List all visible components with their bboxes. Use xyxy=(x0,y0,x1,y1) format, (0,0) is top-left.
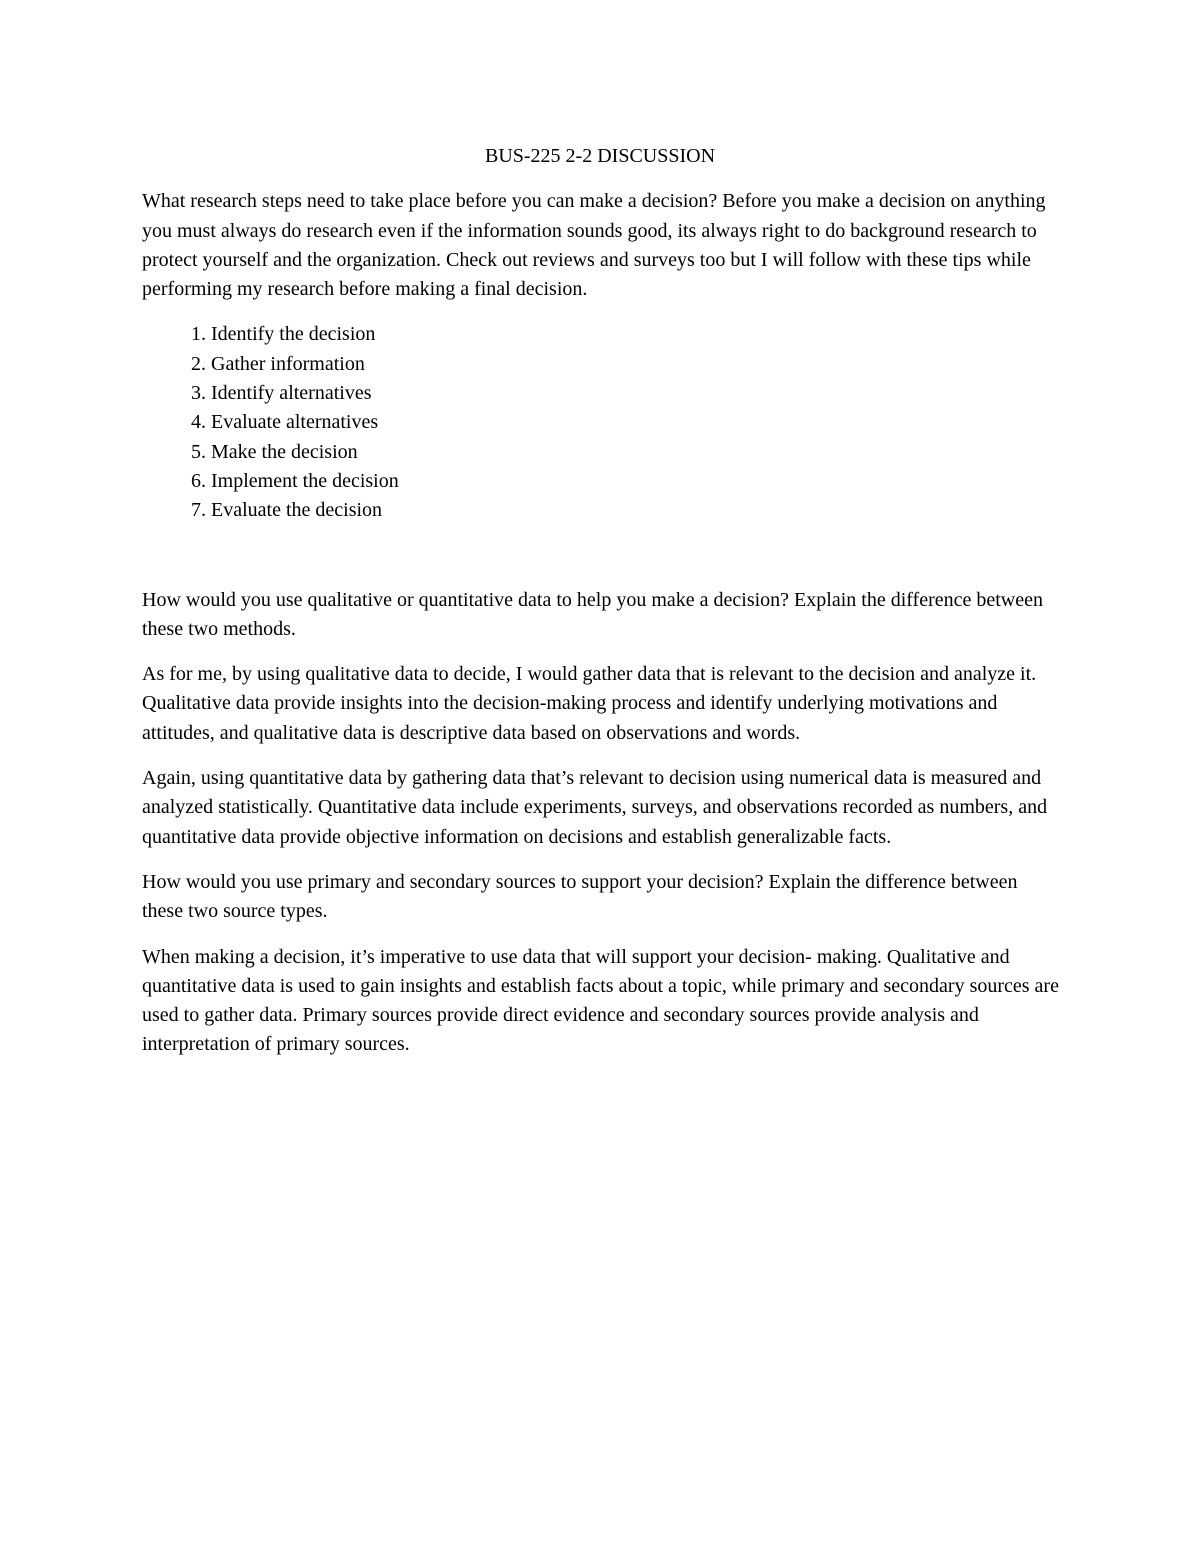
list-item-number: 5. xyxy=(191,440,206,463)
blank-space xyxy=(142,542,1062,586)
list-item-text: Implement the decision xyxy=(211,469,399,492)
list-item-number: 6. xyxy=(191,469,206,492)
list-item-text: Identify the decision xyxy=(211,323,376,346)
list-item-text: Evaluate the decision xyxy=(211,499,383,522)
list-item xyxy=(142,496,1062,525)
list-item xyxy=(142,438,1062,467)
list-item xyxy=(142,350,1062,379)
list-item-text: Evaluate alternatives xyxy=(211,411,379,434)
list-item xyxy=(142,467,1062,496)
list-item-number: 3. xyxy=(191,382,206,405)
intro-paragraph: What research steps need to take place before you can make a decision? Before you make a decision on anything you must always do research even if the information sounds good, its always right to do background research to protect yourself and the organization. Check out reviews and surveys too but I will follow with these tips while performing my research before making a final decision. xyxy=(142,190,1046,301)
list-item-number: 4. xyxy=(191,411,206,434)
list-item xyxy=(142,408,1062,437)
list-item xyxy=(142,320,1062,349)
document-body xyxy=(142,142,1062,1076)
list-item-text: Gather information xyxy=(211,352,365,375)
list-item-number: 2. xyxy=(191,352,206,375)
list-item-number: 1. xyxy=(191,323,206,346)
list-item xyxy=(142,379,1062,408)
question-paragraph: How would you use primary and secondary sources to support your decision? Explain the difference between these two source types. xyxy=(142,870,1018,923)
answer-paragraph: As for me, by using qualitative data to decide, I would gather data that is relevant to the decision and analyze it. Qualitative data provide insights into the decision-making process and identify underlying motivations and attitudes, and qualitative data is descriptive data based on observations and words. xyxy=(142,663,1037,744)
list-item-text: Make the decision xyxy=(211,440,358,463)
answer-paragraph: When making a decision, it’s imperative to use data that will support your decision- making. Qualitative and quantitative data is used to gain insights and establish facts about a topic, while primary and secondary sources are used to gather data. Primary sources provide direct evidence and secondary sources provide analysis and interpretation of primary sources. xyxy=(142,945,1059,1056)
list-item-number: 7. xyxy=(191,499,206,522)
list-item-text: Identify alternatives xyxy=(211,382,372,405)
question-paragraph: How would you use qualitative or quantitative data to help you make a decision? Explain the difference between these two methods. xyxy=(142,588,1044,640)
steps-list xyxy=(142,320,1062,525)
document-title: BUS-225 2-2 DISCUSSION xyxy=(484,145,716,167)
answer-paragraph: Again, using quantitative data by gathering data that’s relevant to decision using numerical data is measured and analyzed statistically. Quantitative data include experiments, surveys, and observations recorded as numbers, and quantitative data provide objective information on decisions and establish generalizable facts. xyxy=(142,767,1048,848)
